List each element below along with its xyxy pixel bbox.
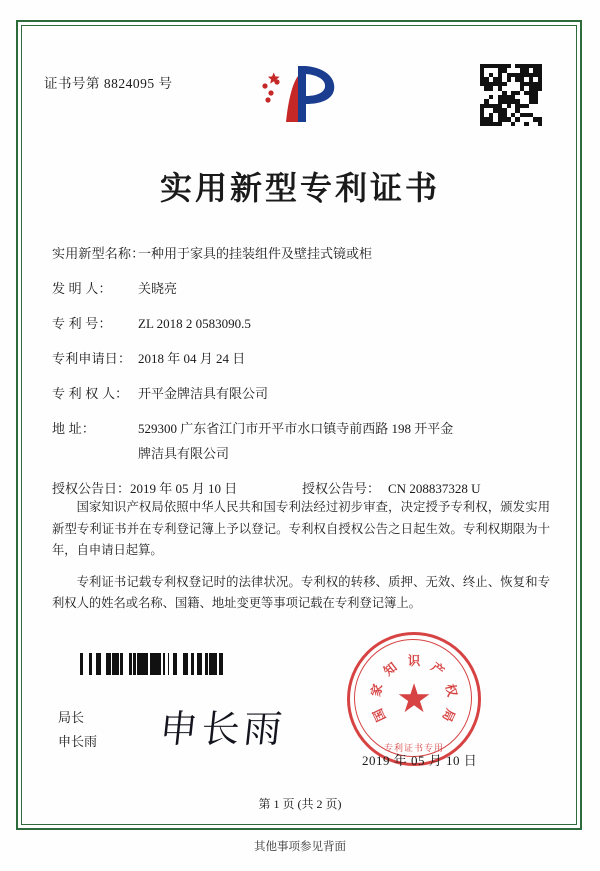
field-value: 关晓亮 [138,281,178,296]
legal-text [52,497,550,625]
page-title: 实用新型专利证书 [159,169,440,207]
certificate-number: 证书号第 8824095 号 [44,76,173,91]
address-line-1: 529300 广东省江门市开平市水口镇寺前西路 198 开平金 [138,421,454,436]
director-label: 局长 [58,710,85,725]
seal-ring-text: 国 家 知 识 产 权 局 [368,654,460,724]
page-number: 第 1 页 (共 2 页) [258,797,342,811]
barcode-icon [78,653,226,675]
field-list [52,244,552,508]
field-row [52,349,552,369]
official-seal [347,632,481,766]
field-value: ZL 2018 2 0583090.5 [138,316,251,331]
field-row [52,244,552,264]
director-signature: 申长雨 [157,707,288,751]
director-block [58,706,97,754]
field-label: 专利申请日： [52,351,132,366]
grant-date-value: 2019 年 05 月 10 日 [130,480,238,496]
field-label: 发 明 人： [52,281,112,296]
border-corner-top-right [556,20,582,46]
border-corner-top-left [16,20,42,46]
field-value: 开平金牌洁具有限公司 [138,386,269,401]
field-label: 专 利 权 人： [52,386,129,401]
legal-paragraph-1: 国家知识产权局依照中华人民共和国专利法经过初步审查，决定授予专利权，颁发实用新型专利证书并在专利登记簿上予以登记。专利权自授权公告之日起生效。专利权期限为十年，自申请日起算。 [52,500,550,558]
grant-date-label: 授权公告日： [52,480,131,496]
field-row [52,279,552,299]
issue-date: 2019 年 05 月 10 日 [362,753,478,768]
field-value [138,419,552,463]
grant-number [302,479,552,499]
director-name: 申长雨 [58,734,98,750]
field-value: 一种用于家具的挂装组件及壁挂式镜或柜 [138,246,373,261]
field-row [52,314,552,334]
field-label: 专 利 号： [52,316,112,331]
address-line-2: 牌洁具有限公司 [138,445,230,461]
legal-paragraph-2: 专利证书记载专利权登记时的法律状况。专利权的转移、质押、无效、终止、恢复和专利权人的姓名或名称、国籍、地址变更等事项记载在专利登记簿上。 [52,574,550,611]
grant-row [52,479,552,499]
field-row-address [52,419,552,463]
field-value: 2018 年 04 月 24 日 [138,351,246,366]
seal-bottom-text: 专利证书专用 [383,743,444,753]
field-label: 实用新型名称： [52,246,145,261]
grant-number-label: 授权公告号： [302,480,381,496]
grant-date [52,479,302,499]
patent-office-logo-icon [246,62,342,130]
grant-number-value: CN 208837328 U [388,480,481,496]
qr-code-icon [480,64,542,126]
field-label: 地 址： [52,421,96,436]
back-side-note: 其他事项参见背面 [254,841,346,853]
star-icon: ★ [396,676,432,721]
field-row [52,384,552,404]
